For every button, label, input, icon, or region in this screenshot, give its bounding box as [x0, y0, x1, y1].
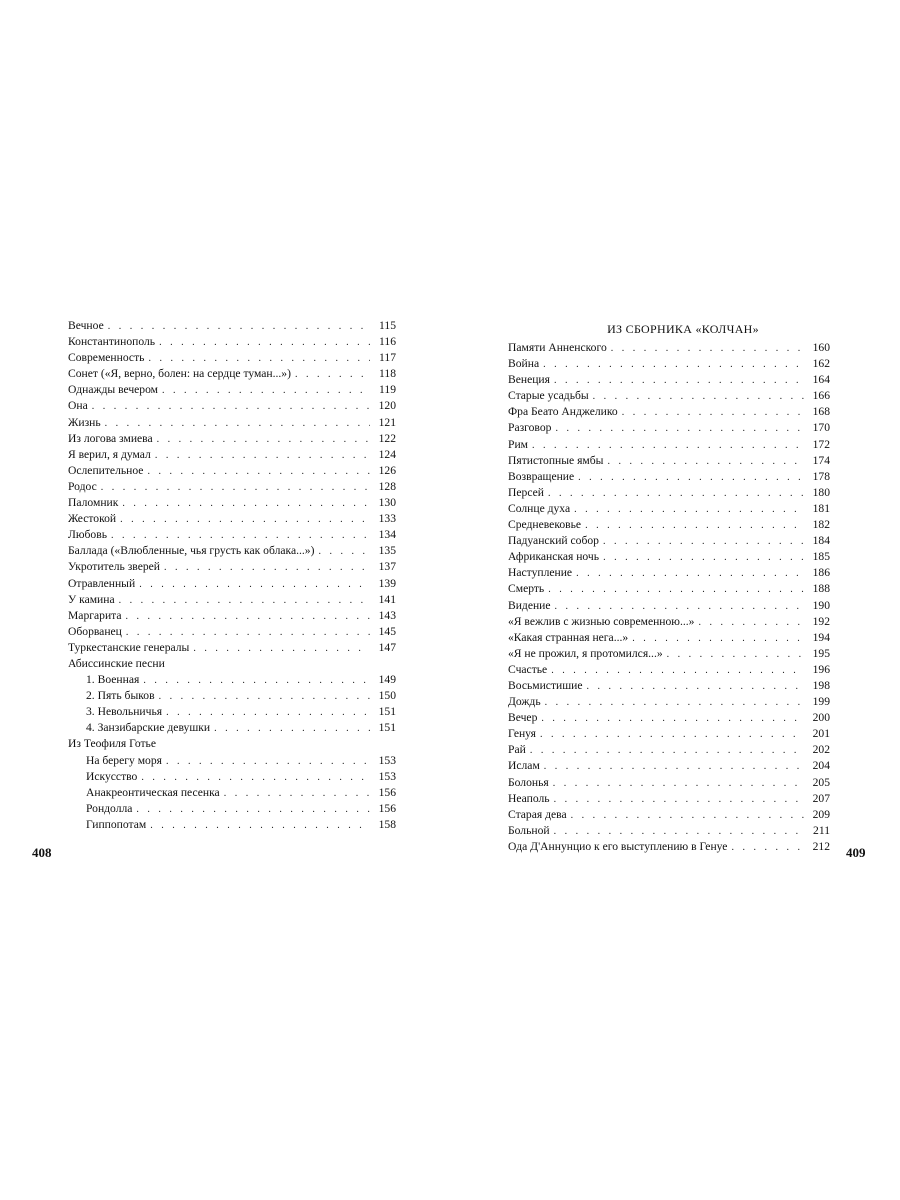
toc-entry-page-number: 195	[812, 646, 830, 660]
dot-leader	[554, 373, 804, 389]
toc-entry-page-number: 186	[812, 566, 830, 580]
toc-entry-title: Дождь	[508, 695, 541, 709]
dot-leader	[166, 754, 370, 770]
toc-entry	[508, 775, 830, 791]
toc-entry-page-number: 207	[812, 791, 830, 805]
toc-entry-page-number: 120	[378, 399, 396, 413]
toc-entry-title: Памяти Анненского	[508, 341, 607, 354]
toc-entry-title: Вечное	[68, 319, 104, 332]
toc-entry-page-number: 181	[812, 501, 830, 515]
toc-entry-title: «Я вежлив с жизнью современною...»	[508, 614, 695, 628]
toc-entry-title: У камина	[68, 592, 115, 606]
dot-leader	[295, 367, 370, 383]
dot-leader	[632, 631, 804, 647]
toc-entry-page-number: 209	[812, 807, 830, 821]
dot-leader	[540, 727, 804, 743]
toc-entry	[68, 624, 396, 640]
toc-entry-page-number: 160	[812, 341, 830, 354]
toc-entry	[508, 437, 830, 453]
toc-entry-title: Война	[508, 357, 540, 371]
toc-entry-title: Болонья	[508, 775, 549, 789]
dot-leader	[111, 528, 370, 544]
toc-entry-page-number: 201	[812, 727, 830, 741]
toc-entry-title: Константинополь	[68, 335, 156, 349]
toc-entry-page-number: 192	[812, 614, 830, 628]
toc-entry-title: Больной	[508, 823, 550, 837]
dot-leader	[159, 689, 370, 705]
dot-leader	[553, 776, 804, 792]
toc-entry-title: Африканская ночь	[508, 550, 600, 564]
toc-entry-title: Возвращение	[508, 469, 575, 483]
toc-entry-title: Венеция	[508, 373, 550, 387]
dot-leader	[667, 647, 804, 663]
toc-entry-page-number: 137	[378, 560, 396, 574]
toc-entry-page-number: 153	[378, 769, 396, 783]
toc-entry-page-number: 202	[812, 743, 830, 757]
dot-leader	[126, 625, 370, 641]
toc-entry-page-number: 117	[379, 351, 396, 365]
toc-entry-title: Восьмистишие	[508, 678, 583, 692]
toc-entry-title: Персей	[508, 485, 544, 499]
toc-entry	[68, 495, 396, 511]
toc-entry-page-number: 185	[812, 550, 830, 564]
toc-entry	[508, 839, 830, 855]
toc-entry-page-number: 130	[378, 496, 396, 510]
toc-entry	[68, 334, 396, 350]
toc-entry	[508, 517, 830, 533]
toc-entry-page-number: 151	[378, 705, 396, 719]
dot-leader	[585, 518, 804, 534]
dot-leader	[155, 448, 370, 464]
toc-entry-title: Генуя	[508, 727, 537, 741]
dot-leader	[587, 679, 805, 695]
toc-entry-title: Неаполь	[508, 791, 550, 805]
toc-entry	[508, 485, 830, 501]
dot-leader	[119, 593, 370, 609]
toc-entry	[68, 592, 396, 608]
toc-entry-title: Солнце духа	[508, 501, 571, 515]
toc-entry	[68, 382, 396, 398]
toc-entry	[508, 356, 830, 372]
toc-entry-title: Баллада («Влюбленные, чья грусть как облака...»)	[68, 544, 315, 558]
toc-entry	[508, 388, 830, 404]
dot-leader	[603, 550, 804, 566]
toc-entry-page-number: 134	[378, 528, 396, 542]
dot-leader	[150, 818, 370, 834]
toc-entry-title: Вечер	[508, 711, 538, 725]
dot-leader	[122, 496, 370, 512]
toc-entry	[508, 565, 830, 581]
toc-entry	[508, 453, 830, 469]
toc-entry-page-number: 128	[378, 479, 396, 493]
toc-entry-title: 4. Занзибарские девушки	[86, 721, 211, 735]
toc-entry-title: На берегу моря	[86, 753, 162, 767]
toc-entry	[508, 678, 830, 694]
toc-entry-page-number: 145	[378, 624, 396, 638]
toc-entry-title: Родос	[68, 479, 97, 493]
dot-leader	[541, 711, 804, 727]
toc-entry-page-number: 170	[812, 421, 830, 435]
left-page-toc	[68, 318, 396, 833]
toc-list-left	[68, 318, 396, 833]
toc-entry-page-number: 190	[812, 598, 830, 612]
toc-entry-page-number: 212	[812, 839, 830, 853]
dot-leader	[143, 673, 370, 689]
dot-leader	[148, 351, 370, 367]
toc-entry-page-number: 122	[378, 431, 396, 445]
toc-entry-page-number: 211	[813, 823, 830, 837]
toc-entry-page-number: 174	[812, 453, 830, 467]
dot-leader	[555, 421, 804, 437]
toc-entry-page-number: 116	[379, 335, 396, 349]
toc-entry	[508, 694, 830, 710]
toc-entry-title: 1. Военная	[86, 673, 140, 687]
toc-entry-title: Счастье	[508, 662, 548, 676]
toc-entry-title: Наступление	[508, 566, 573, 580]
dot-leader	[576, 566, 804, 582]
toc-entry	[68, 769, 396, 785]
dot-leader	[318, 544, 370, 560]
dot-leader	[166, 705, 370, 721]
toc-entry-page-number: 133	[378, 512, 396, 526]
toc-entry-page-number: 149	[378, 673, 396, 687]
toc-entry	[68, 415, 396, 431]
toc-entry-page-number: 119	[379, 383, 396, 397]
toc-entry-title: 3. Невольничья	[86, 705, 163, 719]
toc-entry-title: Маргарита	[68, 608, 122, 622]
toc-entry-page-number: 182	[812, 518, 830, 532]
toc-entry-title: Фра Беато Анджелико	[508, 405, 618, 419]
toc-entry-title: Укротитель зверей	[68, 560, 160, 574]
toc-entry	[68, 576, 396, 592]
dot-leader	[126, 609, 370, 625]
toc-entry	[68, 736, 396, 752]
toc-entry-title: Пятистопные ямбы	[508, 453, 604, 467]
dot-leader	[603, 534, 804, 550]
toc-entry	[508, 710, 830, 726]
toc-entry	[68, 318, 396, 334]
page-number-left: 408	[32, 845, 52, 860]
toc-entry	[508, 581, 830, 597]
dot-leader	[164, 560, 370, 576]
dot-leader	[698, 615, 804, 631]
dot-leader	[162, 383, 370, 399]
toc-entry-page-number: 172	[812, 437, 830, 451]
dot-leader	[574, 502, 804, 518]
toc-entry	[68, 350, 396, 366]
toc-entry-title: Падуанский собор	[508, 534, 599, 548]
dot-leader	[545, 695, 804, 711]
toc-entry	[68, 672, 396, 688]
toc-entry	[68, 479, 396, 495]
toc-entry-title: Анакреонтическая песенка	[86, 785, 220, 799]
dot-leader	[157, 432, 370, 448]
dot-leader	[555, 599, 804, 615]
toc-entry	[68, 753, 396, 769]
dot-leader	[101, 480, 370, 496]
toc-entry-page-number: 199	[812, 695, 830, 709]
dot-leader	[139, 577, 370, 593]
toc-entry-title: Рим	[508, 437, 528, 451]
toc-entry-page-number: 188	[812, 582, 830, 596]
toc-entry-title: «Какая странная нега...»	[508, 630, 629, 644]
dot-leader	[193, 641, 370, 657]
toc-entry-page-number: 153	[378, 753, 396, 767]
toc-entry-page-number: 143	[378, 608, 396, 622]
dot-leader	[136, 802, 370, 818]
toc-entry	[68, 785, 396, 801]
dot-leader	[159, 335, 370, 351]
toc-entry-page-number: 147	[378, 640, 396, 654]
toc-entry-page-number: 141	[378, 592, 396, 606]
toc-entry	[68, 720, 396, 736]
toc-entry	[68, 656, 396, 672]
toc-entry	[508, 742, 830, 758]
toc-entry-title: Любовь	[68, 528, 107, 542]
toc-entry	[508, 758, 830, 774]
toc-entry	[508, 646, 830, 662]
toc-entry	[508, 372, 830, 388]
toc-entry	[508, 726, 830, 742]
toc-entry-page-number: 196	[812, 662, 830, 676]
dot-leader	[578, 470, 804, 486]
toc-entry-title: Ода Д'Аннунцио к его выступлению в Генуе	[508, 839, 728, 853]
toc-entry-page-number: 121	[378, 415, 396, 429]
dot-leader	[593, 389, 804, 405]
dot-leader	[224, 786, 370, 802]
toc-entry-title: Современность	[68, 351, 145, 365]
toc-entry	[508, 404, 830, 420]
toc-entry	[68, 688, 396, 704]
toc-entry-page-number: 194	[812, 630, 830, 644]
toc-entry-title: Средневековье	[508, 518, 582, 532]
toc-entry-title: Разговор	[508, 421, 552, 435]
toc-entry-title: Старая дева	[508, 807, 567, 821]
page-number-right: 409	[846, 845, 866, 860]
toc-entry	[508, 549, 830, 565]
toc-entry	[68, 431, 396, 447]
dot-leader	[548, 582, 804, 598]
toc-entry-title: Абиссинские песни	[68, 656, 165, 670]
toc-entry-page-number: 135	[378, 544, 396, 558]
toc-entry	[508, 791, 830, 807]
toc-entry	[68, 366, 396, 382]
dot-leader	[530, 743, 804, 759]
toc-entry	[68, 543, 396, 559]
toc-entry-title: Из логова змиева	[68, 431, 153, 445]
toc-entry-page-number: 178	[812, 469, 830, 483]
dot-leader	[548, 486, 804, 502]
toc-entry-page-number: 124	[378, 447, 396, 461]
dot-leader	[543, 357, 804, 373]
toc-entry-page-number: 198	[812, 678, 830, 692]
toc-entry-title: «Я не прожил, я протомился...»	[508, 646, 663, 660]
toc-entry-page-number: 180	[812, 485, 830, 499]
dot-leader	[554, 824, 804, 840]
toc-entry-title: Жизнь	[68, 415, 101, 429]
toc-entry-title: Однажды вечером	[68, 383, 159, 397]
toc-entry	[68, 817, 396, 833]
dot-leader	[120, 512, 370, 528]
toc-entry	[508, 469, 830, 485]
dot-leader	[92, 399, 370, 415]
toc-entry-title: Старые усадьбы	[508, 389, 589, 403]
toc-entry	[508, 501, 830, 517]
dot-leader	[607, 454, 804, 470]
dot-leader	[108, 319, 370, 335]
dot-leader	[214, 721, 370, 737]
toc-entry	[508, 630, 830, 646]
section-heading: ИЗ СБОРНИКА «КОЛЧАН»	[607, 322, 759, 336]
toc-entry-title: Видение	[508, 598, 551, 612]
toc-entry	[68, 704, 396, 720]
toc-entry-title: Туркестанские генералы	[68, 640, 190, 654]
toc-entry	[68, 608, 396, 624]
toc-entry-title: Оборванец	[68, 624, 122, 638]
toc-entry	[508, 340, 830, 356]
toc-entry-page-number: 156	[378, 785, 396, 799]
toc-entry-page-number: 162	[812, 357, 830, 371]
toc-entry-title: Смерть	[508, 582, 545, 596]
dot-leader	[622, 405, 804, 421]
toc-entry-page-number: 205	[812, 775, 830, 789]
toc-entry-title: Искусство	[86, 769, 138, 783]
toc-entry-title: Ислам	[508, 759, 540, 773]
toc-entry-page-number: 204	[812, 759, 830, 773]
dot-leader	[554, 792, 804, 808]
toc-entry	[68, 447, 396, 463]
dot-leader	[141, 770, 370, 786]
toc-entry	[508, 420, 830, 436]
dot-leader	[551, 663, 804, 679]
toc-entry-page-number: 118	[379, 367, 396, 381]
toc-entry-page-number: 156	[378, 801, 396, 815]
toc-entry-title: Я верил, я думал	[68, 447, 151, 461]
toc-entry-title: Сонет («Я, верно, болен: на сердце туман...»)	[68, 367, 291, 381]
toc-entry	[68, 527, 396, 543]
toc-entry	[508, 823, 830, 839]
toc-entry-page-number: 166	[812, 389, 830, 403]
toc-entry-title: Рай	[508, 743, 526, 757]
toc-entry	[68, 398, 396, 414]
toc-entry-page-number: 115	[379, 319, 396, 332]
dot-leader	[532, 438, 804, 454]
toc-entry	[68, 801, 396, 817]
dot-leader	[731, 840, 804, 856]
toc-entry-title: Из Теофиля Готье	[68, 737, 156, 751]
dot-leader	[544, 759, 804, 775]
toc-entry-page-number: 158	[378, 817, 396, 831]
toc-entry	[68, 640, 396, 656]
toc-entry-page-number: 200	[812, 711, 830, 725]
toc-entry-page-number: 139	[378, 576, 396, 590]
dot-leader	[611, 341, 804, 357]
toc-entry-page-number: 150	[378, 689, 396, 703]
toc-entry-title: 2. Пять быков	[86, 689, 155, 703]
dot-leader	[105, 416, 370, 432]
right-page-toc	[508, 318, 830, 855]
toc-entry-page-number: 184	[812, 534, 830, 548]
toc-entry-page-number: 164	[812, 373, 830, 387]
toc-entry-title: Отравленный	[68, 576, 136, 590]
toc-entry	[508, 598, 830, 614]
toc-entry-title: Гиппопотам	[86, 817, 147, 831]
toc-entry-title: Жестокой	[68, 512, 117, 526]
toc-entry-title: Она	[68, 399, 88, 413]
toc-entry	[508, 807, 830, 823]
toc-list-right	[508, 340, 830, 855]
toc-entry	[508, 533, 830, 549]
toc-entry	[68, 463, 396, 479]
toc-entry	[508, 614, 830, 630]
toc-entry	[68, 511, 396, 527]
toc-entry-page-number: 151	[378, 721, 396, 735]
toc-entry-page-number: 168	[812, 405, 830, 419]
toc-entry	[68, 559, 396, 575]
toc-entry-title: Паломник	[68, 496, 119, 510]
toc-entry-title: Рондолла	[86, 801, 133, 815]
dot-leader	[147, 464, 370, 480]
dot-leader	[571, 808, 804, 824]
toc-entry-title: Ослепительное	[68, 463, 144, 477]
toc-entry	[508, 662, 830, 678]
toc-entry-page-number: 126	[378, 463, 396, 477]
